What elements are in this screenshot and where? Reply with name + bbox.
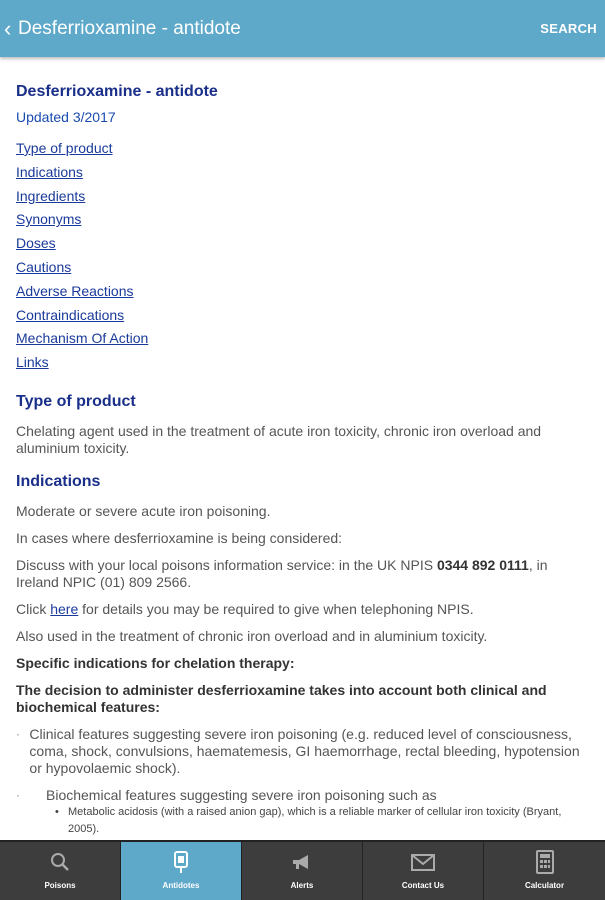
- contact-text-prefix: Discuss with your local poisons information service: in the UK NPIS: [16, 556, 437, 573]
- tab-label: Alerts: [290, 881, 314, 890]
- tab-alerts[interactable]: [242, 842, 363, 900]
- list-item: [16, 726, 589, 777]
- app-bar-title: Desferrioxamine - antidote: [18, 17, 241, 39]
- bottom-tab-bar: [0, 840, 605, 900]
- indications-text-5: Also used in the treatment of chronic iron overload and in aluminium toxicity.: [16, 627, 488, 644]
- npis-phone-number: 0344 892 0111: [436, 556, 529, 573]
- indications-text-2: In cases where desferrioxamine is being considered:: [16, 529, 343, 546]
- tab-label: Antidotes: [162, 881, 200, 890]
- table-of-contents: [16, 139, 589, 377]
- updated-date: Updated 3/2017: [16, 109, 116, 125]
- app-bar: [0, 0, 605, 57]
- tab-label: Poisons: [44, 881, 76, 890]
- page-title: Desferrioxamine - antidote: [16, 83, 218, 100]
- toc-link-doses[interactable]: Doses: [16, 235, 56, 252]
- toc-link-cautions[interactable]: Cautions: [16, 258, 72, 275]
- indications-click-text: [16, 601, 589, 618]
- tab-label: Calculator: [524, 881, 565, 890]
- tab-poisons[interactable]: [0, 842, 121, 900]
- section-heading-type-of-product: Type of product: [16, 392, 136, 410]
- tab-label: Contact Us: [401, 881, 445, 890]
- toc-link-links[interactable]: Links: [16, 354, 49, 371]
- search-button[interactable]: SEARCH: [540, 21, 597, 36]
- bullet-mark: ·: [16, 726, 20, 741]
- contact-text-suffix: , in Ireland NPIC (01) 809 2566.: [16, 556, 548, 590]
- clinical-features-text: Clinical features suggesting severe iron poisoning (e.g. reduced level of consciousness, coma, shock, convulsions, haematemesis, GI haemorrhage, rectal bleeding, hypotension or hypovolaemic shock).: [29, 725, 580, 776]
- metabolic-acidosis-text: Metabolic acidosis (with a raised anion gap), which is a reliable marker of cellular iron toxicity (Bryant, 2005).: [68, 805, 562, 835]
- type-of-product-text: Chelating agent used in the treatment of acute iron toxicity, chronic iron overload and aluminium toxicity.: [16, 422, 542, 456]
- toc-link-adverse-reactions[interactable]: Adverse Reactions: [16, 282, 134, 299]
- specific-indications-heading: Specific indications for chelation therapy:: [16, 654, 295, 671]
- document-content[interactable]: [0, 57, 605, 840]
- calculator-icon: [532, 849, 558, 875]
- list-item: [16, 787, 589, 804]
- toc-link-ingredients[interactable]: Ingredients: [16, 187, 86, 204]
- toc-link-type-of-product[interactable]: Type of product: [16, 140, 113, 156]
- bullet-dot: •: [55, 805, 59, 818]
- toc-link-contraindications[interactable]: Contraindications: [16, 306, 125, 323]
- toc-link-indications[interactable]: Indications: [16, 163, 83, 180]
- decision-text: The decision to administer desferrioxamine takes into account both clinical and biochemical features:: [16, 681, 547, 715]
- click-text-prefix: Click: [16, 600, 51, 617]
- sub-list-item: [55, 804, 589, 838]
- indications-text-1: Moderate or severe acute iron poisoning.: [16, 502, 271, 519]
- click-text-suffix: for details you may be required to give when telephoning NPIS.: [78, 600, 474, 617]
- megaphone-icon: [289, 849, 315, 875]
- toc-link-synonyms[interactable]: Synonyms: [16, 211, 82, 228]
- toc-link-mechanism-of-action[interactable]: Mechanism Of Action: [16, 330, 149, 347]
- indications-contact-text: [16, 557, 589, 591]
- envelope-icon: [410, 849, 436, 875]
- back-chevron-icon[interactable]: ‹: [4, 15, 12, 41]
- magnifier-icon: [47, 849, 73, 875]
- section-heading-indications: Indications: [16, 472, 101, 490]
- here-link[interactable]: here: [50, 600, 79, 617]
- tab-antidotes[interactable]: [121, 842, 242, 900]
- iv-bag-icon: [168, 849, 194, 875]
- biochemical-features-text: Biochemical features suggesting severe iron poisoning such as: [46, 786, 437, 803]
- bullet-mark: ·: [16, 787, 20, 802]
- tab-contact-us[interactable]: [363, 842, 484, 900]
- tab-calculator[interactable]: [484, 842, 605, 900]
